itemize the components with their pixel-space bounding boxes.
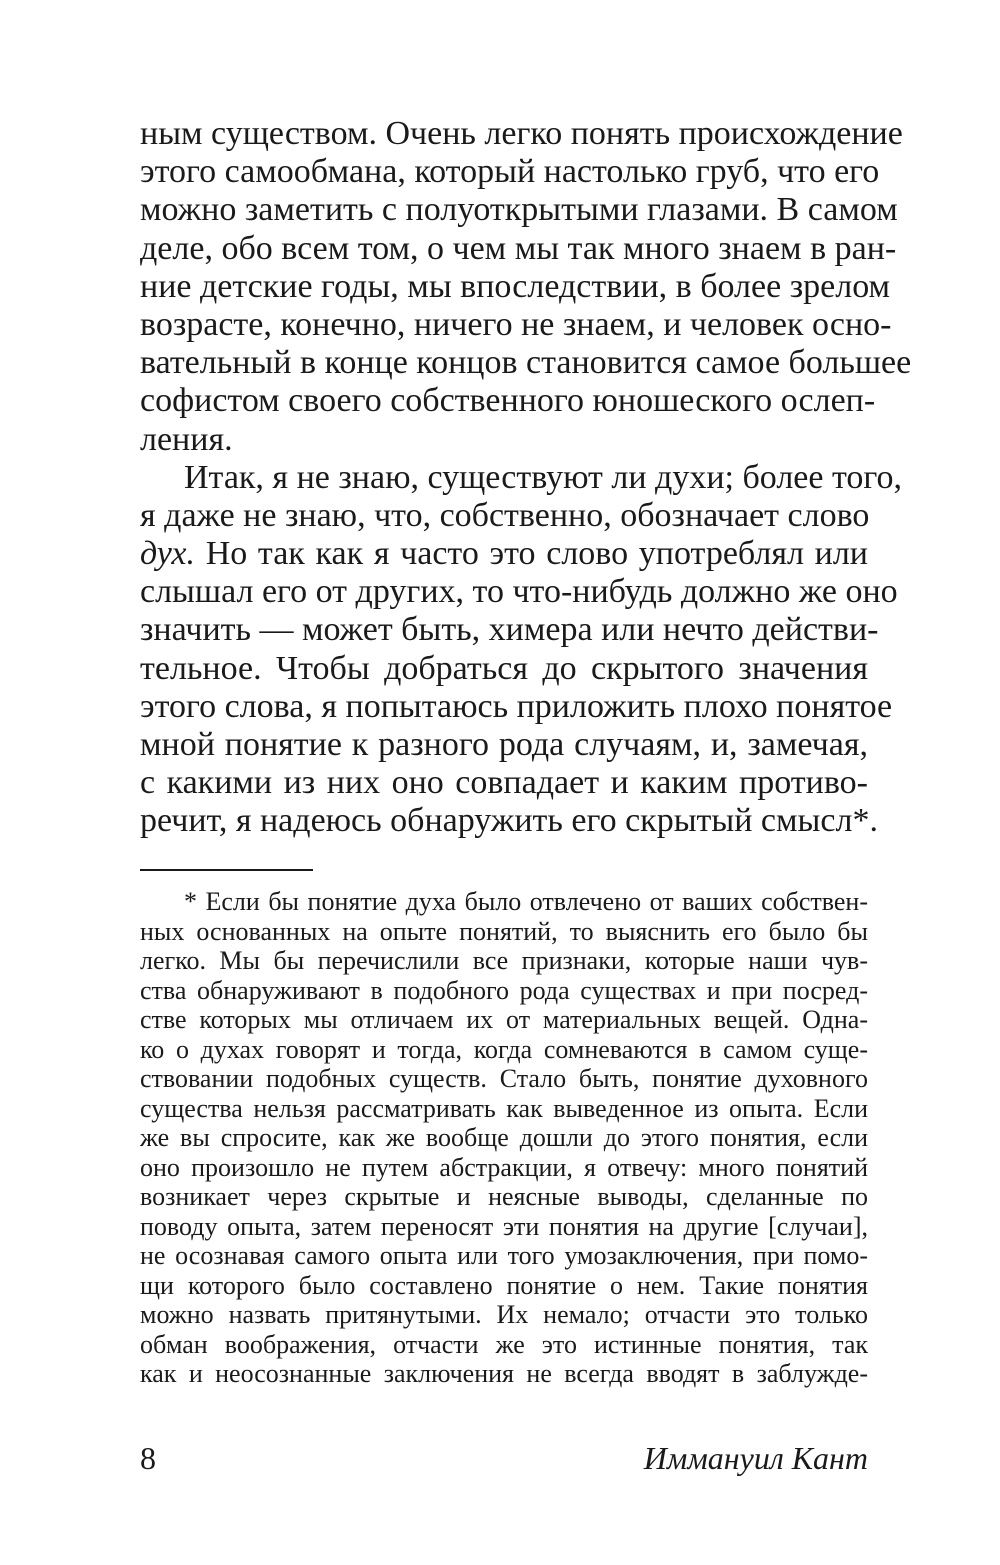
footnote-line: легко. Мы бы перечислили все признаки, которые наши чув-	[140, 946, 868, 975]
footnote-line: как и неосознанные заключения не всегда вводят в заблужде-	[140, 1359, 868, 1388]
text-line	[140, 535, 868, 573]
text-line: деле, обо всем том, о чем мы так много знаем в ран-	[140, 229, 897, 267]
footnote-line: щи которого было составлено понятие о нем. Такие понятия	[140, 1270, 868, 1300]
text-line: ние детские годы, мы впоследствии, в более зрелом	[140, 267, 891, 305]
footnote-line: оно произошло не путем абстракции, я отвечу: много понятий	[140, 1152, 868, 1182]
text-line: слышал его от других, то что-нибудь должно же оно	[140, 573, 898, 611]
page-number: 8	[140, 1440, 156, 1476]
footnote-line: не осознавая самого опыта или того умозаключения, при помо-	[140, 1241, 868, 1270]
text-line: тельное. Чтобы добраться до скрытого значения	[140, 649, 868, 687]
footnote-line: можно назвать притянутыми. Их немало; отчасти это только	[140, 1300, 868, 1329]
footnote-line: ствовании подобных существ. Стало быть, понятие духовного	[140, 1064, 868, 1093]
text-line: этого самообмана, который настолько груб, что его	[140, 153, 880, 191]
text-line-rest: Но так как я часто это слово употреблял или	[205, 535, 868, 573]
text-line: с какими из них оно совпадает и каким противо-	[140, 764, 868, 802]
text-line: возрасте, конечно, ничего не знаем, и человек осно-	[140, 305, 892, 343]
footnote-line: ных основанных на опыте понятий, то выяснить его было бы	[140, 916, 868, 946]
text-line: речит, я надеюсь обнаружить его скрытый смысл*.	[140, 802, 878, 840]
text-line: я даже не знаю, что, собственно, обозначает слово	[140, 496, 870, 534]
text-line: вательный в конце концов становится самое большее	[140, 344, 912, 382]
footnote-divider	[140, 869, 313, 871]
footnote-line: обман воображения, отчасти же это истинные понятия, так	[140, 1329, 868, 1359]
footnote-line: * Если бы понятие духа было отвлечено от ваших собствен-	[184, 887, 868, 916]
footnote	[140, 887, 868, 1389]
footnote-line: стве которых мы отличаем их от материальных вещей. Одна-	[140, 1005, 868, 1034]
footnote-line: поводу опыта, затем переносят эти понятия на другие [случаи],	[140, 1211, 868, 1241]
text-line: софистом своего собственного юношеского ослеп-	[140, 382, 876, 420]
text-line: этого слова, я попытаюсь приложить плохо понятое	[140, 687, 893, 725]
italic-term: дух.	[140, 535, 195, 573]
footnote-line: ко о духах говорят и тогда, когда сомневаются в самом суще-	[140, 1034, 868, 1064]
running-footer-author: Иммануил Кант	[643, 1440, 868, 1476]
footnote-line: же вы спросите, как же вообще дошли до этого понятия, если	[140, 1123, 868, 1152]
text-line: можно заметить с полуоткрытыми глазами. В самом	[140, 191, 898, 229]
text-line: значить — может быть, химера или нечто действи-	[140, 611, 879, 649]
paragraph-start-line: Итак, я не знаю, существуют ли духи; более того,	[184, 458, 903, 496]
main-text	[140, 115, 912, 841]
footnote-line: возникает через скрытые и неясные выводы, сделанные по	[140, 1182, 868, 1211]
text-line: мной понятие к разного рода случаям, и, замечая,	[140, 726, 868, 763]
text-line: ления.	[140, 420, 233, 458]
text-line: ным существом. Очень легко понять происхождение	[140, 115, 903, 152]
footnote-line: ства обнаруживают в подобного рода существах и при посред-	[140, 975, 868, 1005]
footnote-line: существа нельзя рассматривать как выведенное из опыта. Если	[140, 1093, 868, 1123]
